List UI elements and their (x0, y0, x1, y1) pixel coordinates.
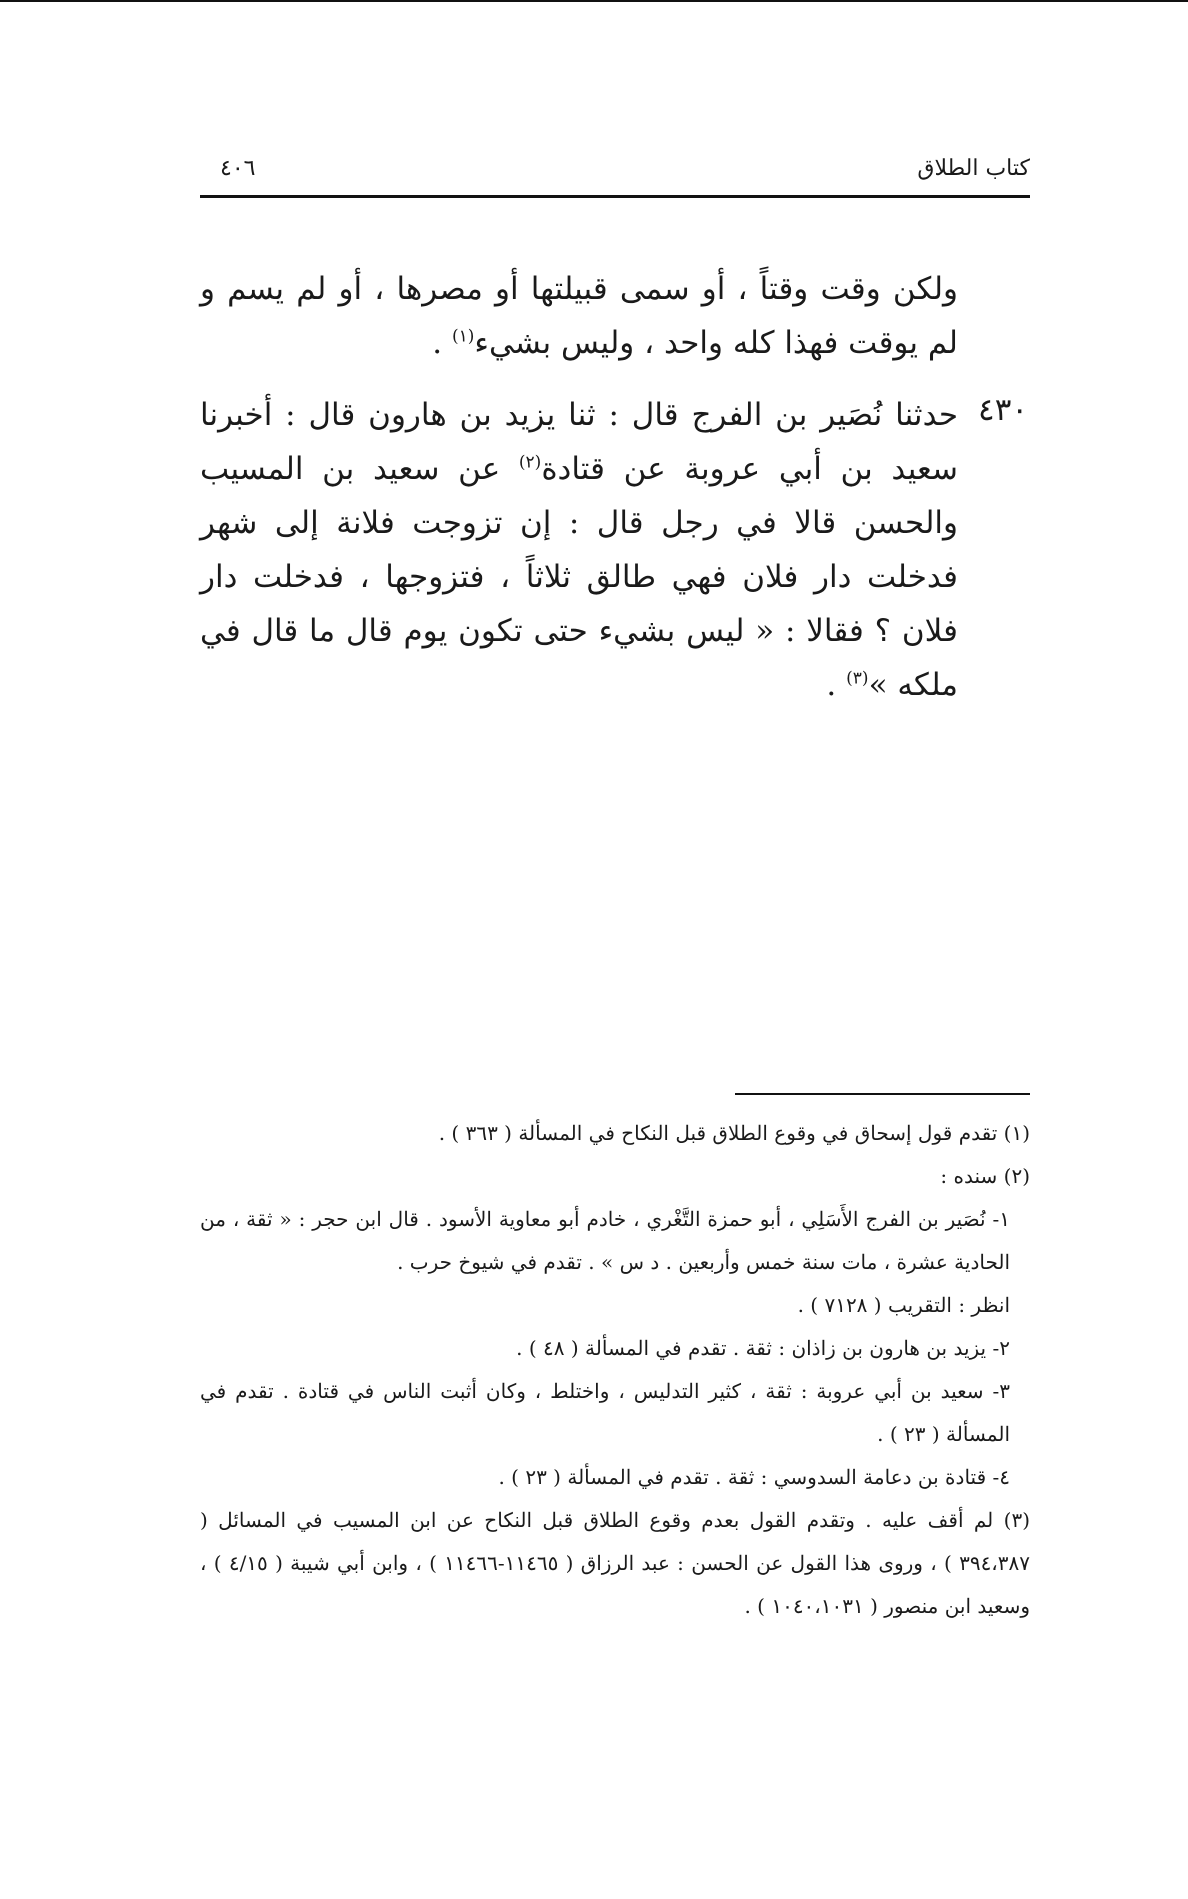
page-number: ٤٠٦ (220, 156, 256, 181)
footnote-2-heading: (٢) سنده : (940, 1164, 1030, 1188)
paragraph-1-end: . (432, 325, 452, 361)
page-header (200, 150, 1030, 194)
footnote-3: (٣) لم أقف عليه . وتقدم القول بعدم وقوع الطلاق قبل النكاح عن ابن المسيب في المسائل ( ٣٩٤،٣٨٧ ) ، وروى هذا القول عن الحسن : عبد الرزاق ( ١١٤٦٥-١١٤٦٦ ) ، وابن أبي شيبة ( ٤/١٥ ) ، وسعيد ابن منصور ( ١٠٤٠،١٠٣١ ) . (200, 1508, 1030, 1618)
footnote-2-item-3: ٣- سعيد بن أبي عروبة : ثقة ، كثير التدليس ، واختلط ، وكان أثبت الناس في قتادة . تقدم في المسألة ( ٢٣ ) . (200, 1379, 1010, 1446)
footnote-ref-3: (٣) (846, 668, 869, 689)
paragraph-430 (200, 388, 958, 712)
footnote-2-item-4: ٤- قتادة بن دعامة السدوسي : ثقة . تقدم في المسألة ( ٢٣ ) . (498, 1465, 1010, 1489)
footnote-ref-1: (١) (451, 326, 475, 347)
item-number: ٤٣٠ (978, 392, 1028, 428)
running-title: كتاب الطلاق (917, 156, 1030, 181)
paragraph-1-text: ولكن وقت وقتاً ، أو سمى قبيلتها أو مصرها ، أو لم يسم و لم يوقت فهذا كله واحد ، وليس بشيء (200, 271, 958, 361)
footnotes (200, 1112, 1030, 1628)
paragraph-2-end: . (826, 667, 847, 703)
paragraph-continuation (200, 262, 958, 370)
paragraph-2-text-a: حدثنا نُصَير بن الفرج قال : ثنا يزيد بن هارون قال : أخبرنا سعيد بن أبي عروبة عن قتادة (200, 397, 958, 487)
footnote-2-item-1: ١- نُصَير بن الفرج الأَسَلِي ، أبو حمزة التَّغْري ، خادم أبو معاوية الأسود . قال ابن حجر : « ثقة ، من الحادية عشرة ، مات سنة خمس وأربعين . د س » . تقدم في شيوخ حرب . (200, 1207, 1010, 1274)
footnote-1: (١) تقدم قول إسحاق في وقوع الطلاق قبل النكاح في المسألة ( ٣٦٣ ) . (438, 1121, 1030, 1145)
footnote-2-item-1-reference: انظر : التقريب ( ٧١٢٨ ) . (797, 1293, 1010, 1317)
header-rule (200, 195, 1030, 198)
footnote-ref-2: (٢) (518, 452, 542, 473)
paragraph-2-text-b: عن سعيد بن المسيب والحسن قالا في رجل قال : إن تزوجت فلانة إلى شهر فدخلت دار فلان فهي طالق ثلاثاً ، فتزوجها ، فدخلت دار فلان ؟ فقالا : « ليس بشيء حتى تكون يوم قال ما قال في ملكه » (200, 451, 958, 703)
footnote-2-item-2: ٢- يزيد بن هارون بن زاذان : ثقة . تقدم في المسألة ( ٤٨ ) . (516, 1336, 1010, 1360)
footnote-rule (735, 1093, 1030, 1095)
